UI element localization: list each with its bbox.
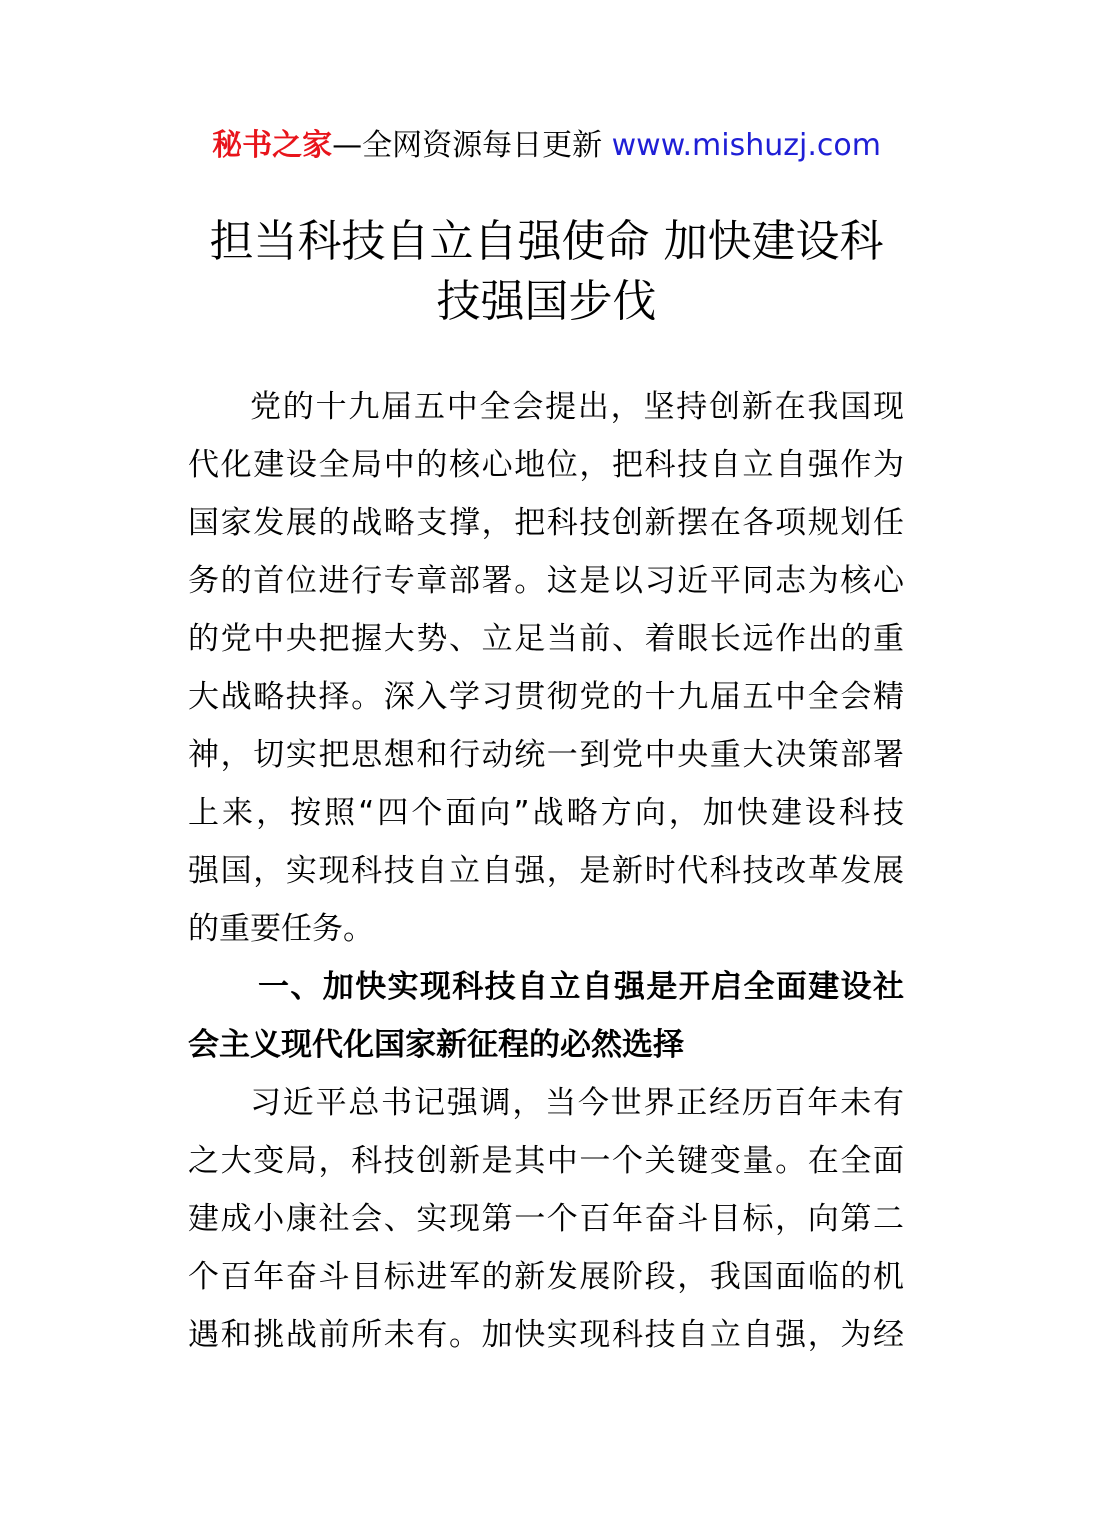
paragraph-line: 的重要任务。 — [188, 911, 374, 947]
brand-name: 秘书之家 — [212, 128, 333, 163]
document-title — [150, 212, 943, 332]
header-tagline: —全网资源每日更新 — [332, 128, 612, 163]
paragraph-line: 强国，实现科技自立自强，是新时代科技改革发展 — [188, 853, 904, 889]
paragraph-line: 之大变局，科技创新是其中一个关键变量。在全面 — [188, 1143, 904, 1179]
paragraph-1 — [188, 378, 904, 958]
paragraph-line: 国家发展的战略支撑，把科技创新摆在各项规划任 — [188, 505, 904, 541]
paragraph-line: 务的首位进行专章部署。这是以习近平同志为核心 — [188, 563, 904, 599]
heading-line: 会主义现代化国家新征程的必然选择 — [188, 1027, 684, 1063]
paragraph-line: 习近平总书记强调，当今世界正经历百年未有 — [250, 1085, 904, 1121]
title-line-1: 担当科技自立自强使命 加快建设科 — [209, 216, 884, 267]
paragraph-line: 党的十九届五中全会提出，坚持创新在我国现 — [250, 389, 904, 425]
paragraph-line: 代化建设全局中的核心地位，把科技自立自强作为 — [188, 447, 904, 483]
paragraph-line: 神，切实把思想和行动统一到党中央重大决策部署 — [188, 737, 904, 773]
title-line-2: 技强国步伐 — [436, 276, 657, 327]
paragraph-line: 上来，按照“四个面向”战略方向，加快建设科技 — [188, 795, 904, 831]
paragraph-line: 大战略抉择。深入学习贯彻党的十九届五中全会精 — [188, 679, 904, 715]
paragraph-line: 遇和挑战前所未有。加快实现科技自立自强，为经 — [188, 1317, 904, 1353]
heading-line: 一、加快实现科技自立自强是开启全面建设社 — [258, 969, 904, 1005]
site-url-link[interactable]: www.mishuzj.com — [611, 128, 881, 163]
paragraph-line: 个百年奋斗目标进军的新发展阶段，我国面临的机 — [188, 1259, 904, 1295]
document-body — [188, 378, 904, 1364]
paragraph-line: 的党中央把握大势、立足当前、着眼长远作出的重 — [188, 621, 904, 657]
site-header — [0, 124, 1093, 168]
paragraph-line: 建成小康社会、实现第一个百年奋斗目标，向第二 — [188, 1201, 904, 1237]
section-heading-1 — [188, 958, 904, 1074]
paragraph-2 — [188, 1074, 904, 1364]
